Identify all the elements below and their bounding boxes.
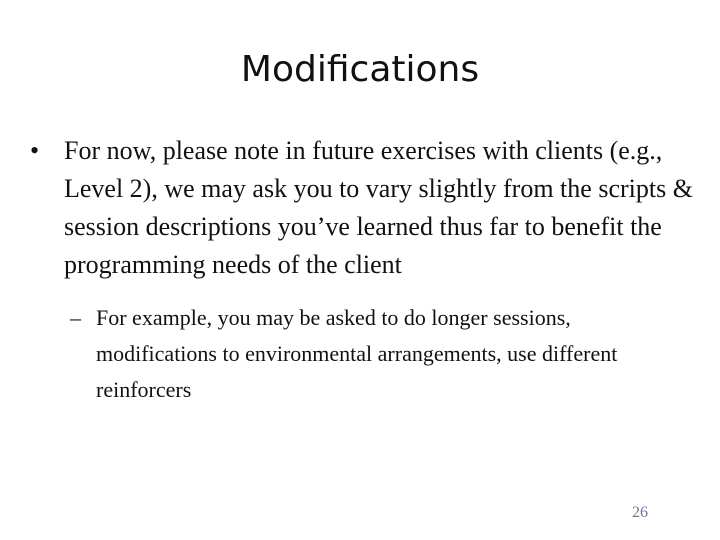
bullet-text: For now, please note in future exercises with clients (e.g., Level 2), we may ask you to vary slightly from the scripts & session descriptions you’ve learned thus far to benefit the programming needs of the client [64, 136, 693, 279]
slide-title: Modifications [240, 49, 480, 90]
sub-bullet-item [70, 300, 656, 408]
sub-bullet-text: For example, you may be asked to do longer sessions, modifications to environmental arrangements, use different reinforcers [96, 305, 618, 402]
sub-bullet-marker: – [70, 305, 81, 330]
bullet-marker: • [30, 136, 40, 165]
slide-body [30, 132, 700, 408]
page-number: 26 [632, 504, 648, 521]
bullet-item [30, 132, 700, 284]
